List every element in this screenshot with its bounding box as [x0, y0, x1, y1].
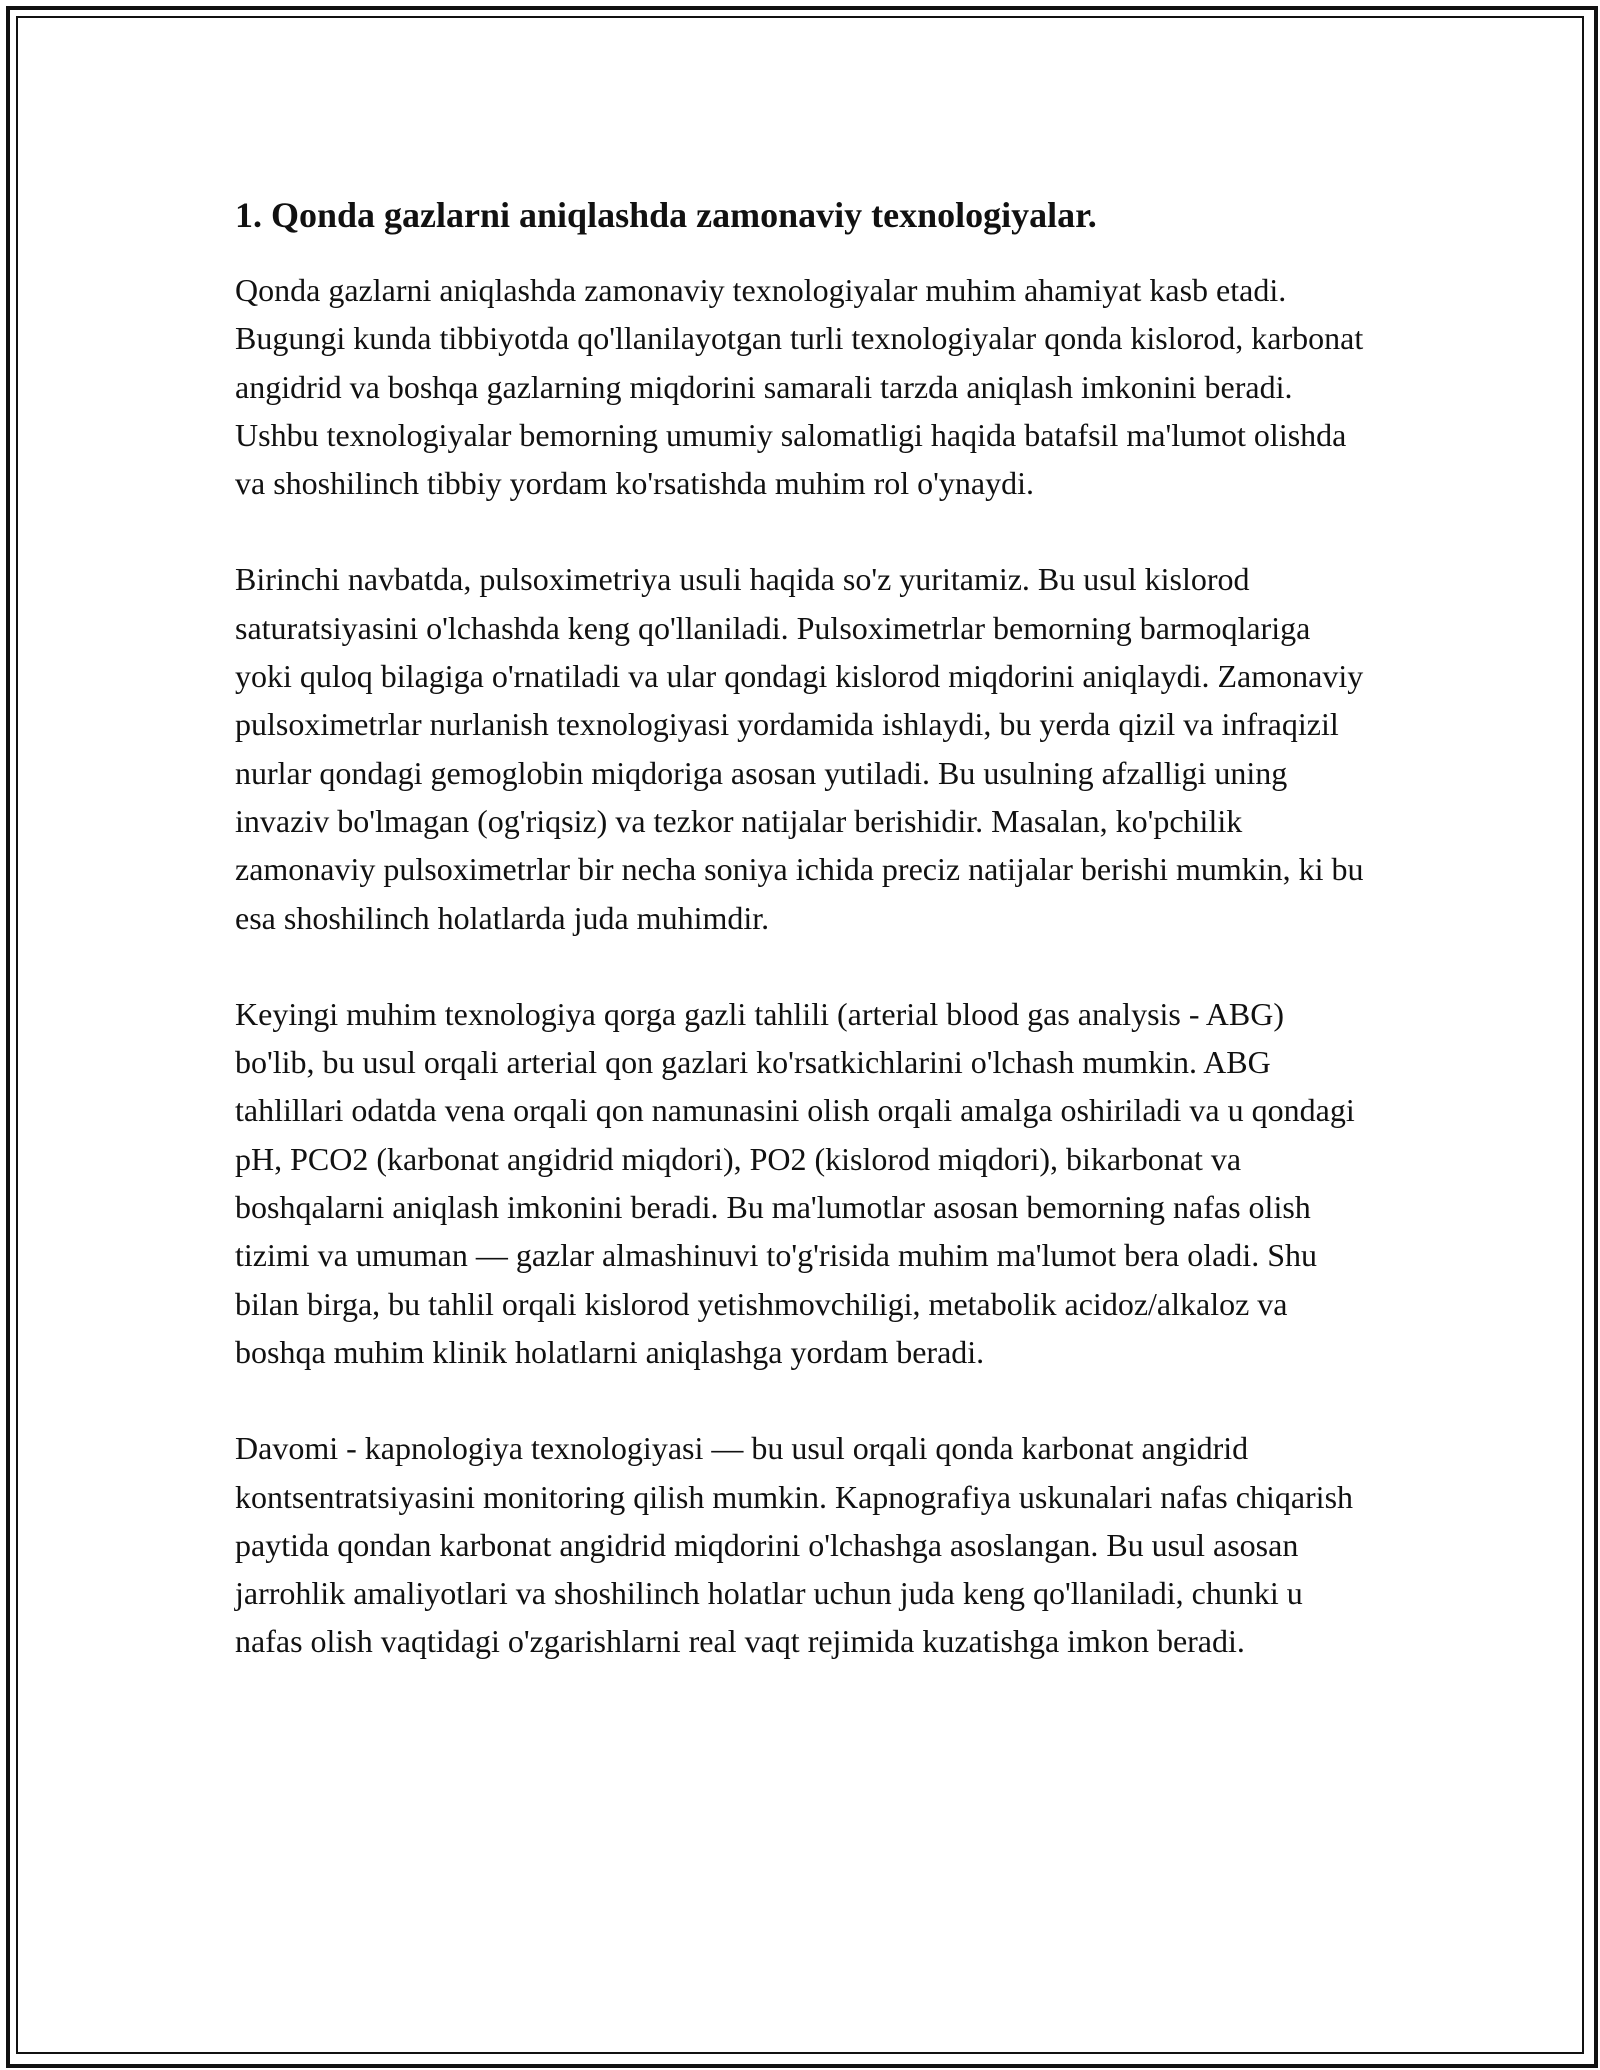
section-heading: 1. Qonda gazlarni aniqlashda zamonaviy texnologiyalar. [235, 195, 1097, 235]
document-page [235, 190, 1365, 1714]
paragraph-abg-analysis: Keyingi muhim texnologiya qorga gazli tahlili (arterial blood gas analysis - ABG) bo'lib, bu usul orqali arterial qon gazlari ko'rsatkichlarini o'lchash mumkin. ABG tahlillari odatda vena orqali qon namunasini olish orqali amalga oshiriladi va u qondagi pH, PCO2 (karbonat angidrid miqdori), PO2 (kislorod miqdori), bikarbonat va boshqalarni aniqlash imkonini beradi. Bu ma'lumotlar asosan bemorning nafas olish tizimi va umuman — gazlar almashinuvi to'g'risida muhim ma'lumot bera oladi. Shu bilan birga, bu tahlil orqali kislorod yetishmovchiligi, metabolik acidoz/alkaloz va boshqa muhim klinik holatlarni aniqlashga yordam beradi. [235, 995, 1355, 1370]
paragraph-pulse-oximetry: Birinchi navbatda, pulsoximetriya usuli haqida so'z yuritamiz. Bu usul kislorod saturatsiyasini o'lchashda keng qo'llaniladi. Pulsoximetrlar bemorning barmoqlariga yoki quloq bilagiga o'rnatiladi va ular qondagi kislorod miqdorini aniqlaydi. Zamonaviy pulsoximetrlar nurlanish texnologiyasi yordamida ishlaydi, bu yerda qizil va infraqizil nurlar qondagi gemoglobin miqdoriga asosan yutiladi. Bu usulning afzalligi uning invaziv bo'lmagan (og'riqsiz) va tezkor natijalar berishidir. Masalan, ko'pchilik zamonaviy pulsoximetrlar bir necha soniya ichida preciz natijalar berishi mumkin, ki bu esa shoshilinch holatlarda juda muhimdir. [235, 561, 1364, 936]
paragraph-capnography: Davomi - kapnologiya texnologiyasi — bu usul orqali qonda karbonat angidrid kontsentratsiyasini monitoring qilish mumkin. Kapnografiya uskunalari nafas chiqarish paytida qondan karbonat angidrid miqdorini o'lchashga asoslangan. Bu usul asosan jarrohlik amaliyotlari va shoshilinch holatlar uchun juda keng qo'llaniladi, chunki u nafas olish vaqtidagi o'zgarishlarni real vaqt rejimida kuzatishga imkon beradi. [235, 1430, 1354, 1660]
paragraph-intro: Qonda gazlarni aniqlashda zamonaviy texnologiyalar muhim ahamiyat kasb etadi. Bugungi kunda tibbiyotda qo'llanilayotgan turli texnologiyalar qonda kislorod, karbonat angidrid va boshqa gazlarning miqdorini samarali tarzda aniqlash imkonini beradi. Ushbu texnologiyalar bemorning umumiy salomatligi haqida batafsil ma'lumot olishda va shoshilinch tibbiy yordam ko'rsatishda muhim rol o'ynaydi. [235, 272, 1364, 502]
